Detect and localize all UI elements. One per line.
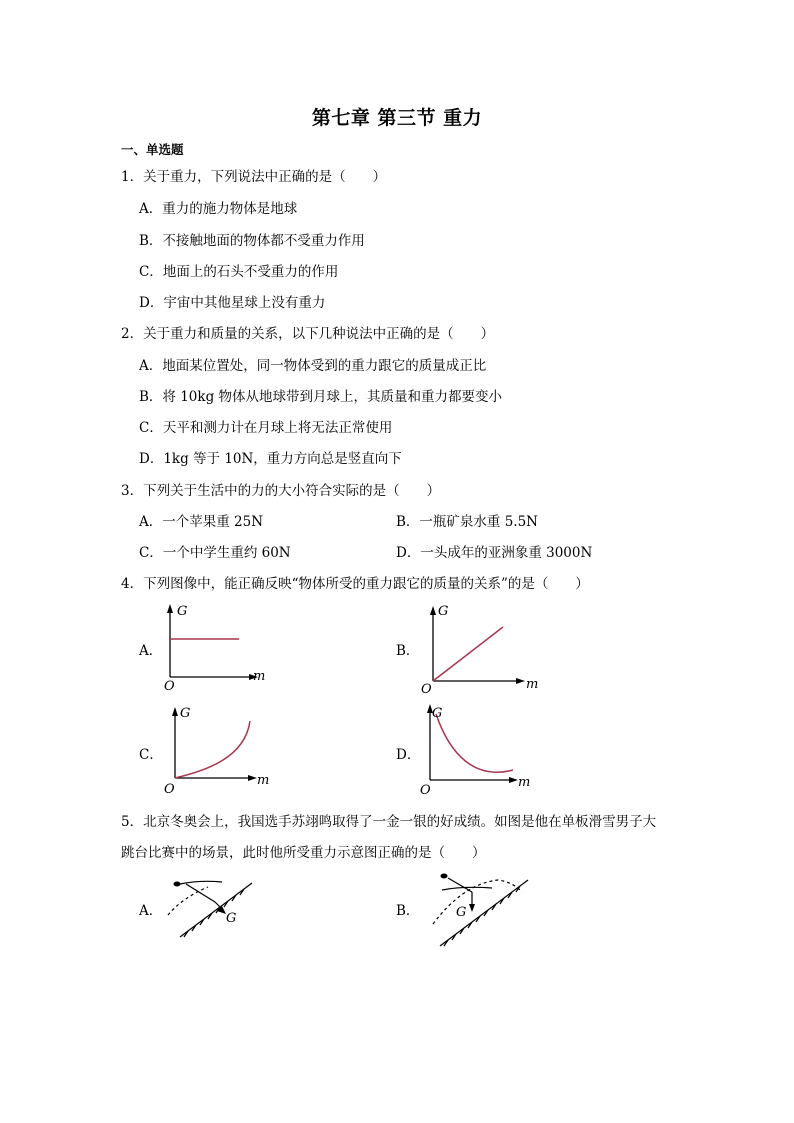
- x-axis-arrow-icon: [509, 777, 518, 783]
- question-2-stem: 2．关于重力和质量的关系，以下几种说法中正确的是（ ）: [121, 326, 495, 342]
- question-1-option-d: D．宇宙中其他星球上没有重力: [139, 295, 326, 311]
- question-1-option-b: B．不接触地面的物体都不受重力作用: [139, 233, 365, 249]
- y-axis-label: G: [177, 604, 188, 619]
- graph-b: [423, 600, 543, 698]
- question-1-option-c: C．地面上的石头不受重力的作用: [139, 264, 339, 280]
- x-axis-label: m: [253, 669, 266, 684]
- x-axis-label: m: [257, 773, 270, 788]
- section-heading: 一、单选题: [121, 142, 184, 157]
- graph-a: [160, 600, 270, 695]
- y-axis-label: G: [180, 706, 191, 721]
- skier-head: [441, 874, 448, 879]
- origin-label: O: [421, 682, 432, 697]
- question-5-option-b-label: B．: [396, 903, 420, 919]
- x-axis-label: m: [526, 677, 539, 692]
- question-4-option-d-label: D．: [396, 747, 421, 763]
- figure-b: [428, 866, 538, 951]
- origin-label: O: [164, 679, 175, 694]
- graph-c: [165, 703, 275, 798]
- question-2-option-a: A．地面某位置处，同一物体受到的重力跟它的质量成正比: [139, 358, 487, 374]
- graph-line: [436, 714, 513, 772]
- trajectory-dashed: [168, 887, 208, 915]
- question-5-stem-line2: 跳台比赛中的场景，此时他所受重力示意图正确的是（ ）: [121, 845, 486, 861]
- gravity-arrow-head-icon: [217, 906, 226, 914]
- y-axis-arrow-icon: [172, 707, 178, 716]
- slope-line: [180, 883, 252, 937]
- skier-head: [174, 882, 181, 887]
- question-4-option-b-label: B．: [396, 643, 420, 659]
- force-label: G: [456, 905, 467, 920]
- question-1-stem: 1．关于重力，下列说法中正确的是（ ）: [121, 169, 387, 185]
- graph-line: [175, 721, 250, 778]
- question-1-option-a: A．重力的施力物体是地球: [139, 201, 298, 217]
- question-3-option-b: B．一瓶矿泉水重 5.5N: [396, 514, 538, 530]
- skier-body: [448, 878, 472, 892]
- y-axis-label: G: [438, 604, 449, 619]
- question-2-option-c: C．天平和测力计在月球上将无法正常使用: [139, 420, 393, 436]
- origin-label: O: [164, 782, 175, 797]
- origin-label: O: [420, 783, 431, 798]
- skier-body: [186, 884, 215, 902]
- x-axis-label: m: [518, 775, 531, 790]
- question-5-stem-line1: 5．北京冬奥会上，我国选手苏翊鸣取得了一金一银的好成绩。如图是他在单板滑雪男子大: [121, 814, 657, 830]
- x-axis-arrow-icon: [248, 775, 257, 781]
- slope-line: [440, 880, 528, 946]
- question-2-option-b: B．将 10kg 物体从地球带到月球上，其质量和重力都要变小: [139, 389, 503, 405]
- question-4-option-c-label: C．: [139, 747, 163, 763]
- graph-line: [433, 627, 503, 681]
- question-5-option-a-label: A．: [139, 903, 163, 919]
- gravity-arrow-head-icon: [469, 904, 475, 912]
- y-axis-arrow-icon: [167, 604, 173, 613]
- y-axis-label: G: [432, 706, 443, 721]
- question-2-option-d: D．1kg 等于 10N，重力方向总是竖直向下: [139, 451, 402, 467]
- question-3-option-c: C．一个中学生重约 60N: [139, 545, 291, 561]
- x-axis-arrow-icon: [516, 678, 525, 684]
- question-3-option-a: A．一个苹果重 25N: [139, 514, 264, 530]
- page-title: 第七章 第三节 重力: [311, 107, 483, 129]
- question-4-option-a-label: A．: [139, 643, 163, 659]
- y-axis-arrow-icon: [430, 606, 436, 615]
- force-label: G: [226, 911, 237, 926]
- question-3-stem: 3．下列关于生活中的力的大小符合实际的是（ ）: [121, 483, 441, 499]
- graph-d: [420, 700, 540, 798]
- question-3-option-d: D．一头成年的亚洲象重 3000N: [396, 545, 593, 561]
- question-4-stem: 4．下列图像中，能正确反映“物体所受的重力跟它的质量的关系”的是（ ）: [121, 576, 589, 592]
- figure-a: [160, 870, 270, 945]
